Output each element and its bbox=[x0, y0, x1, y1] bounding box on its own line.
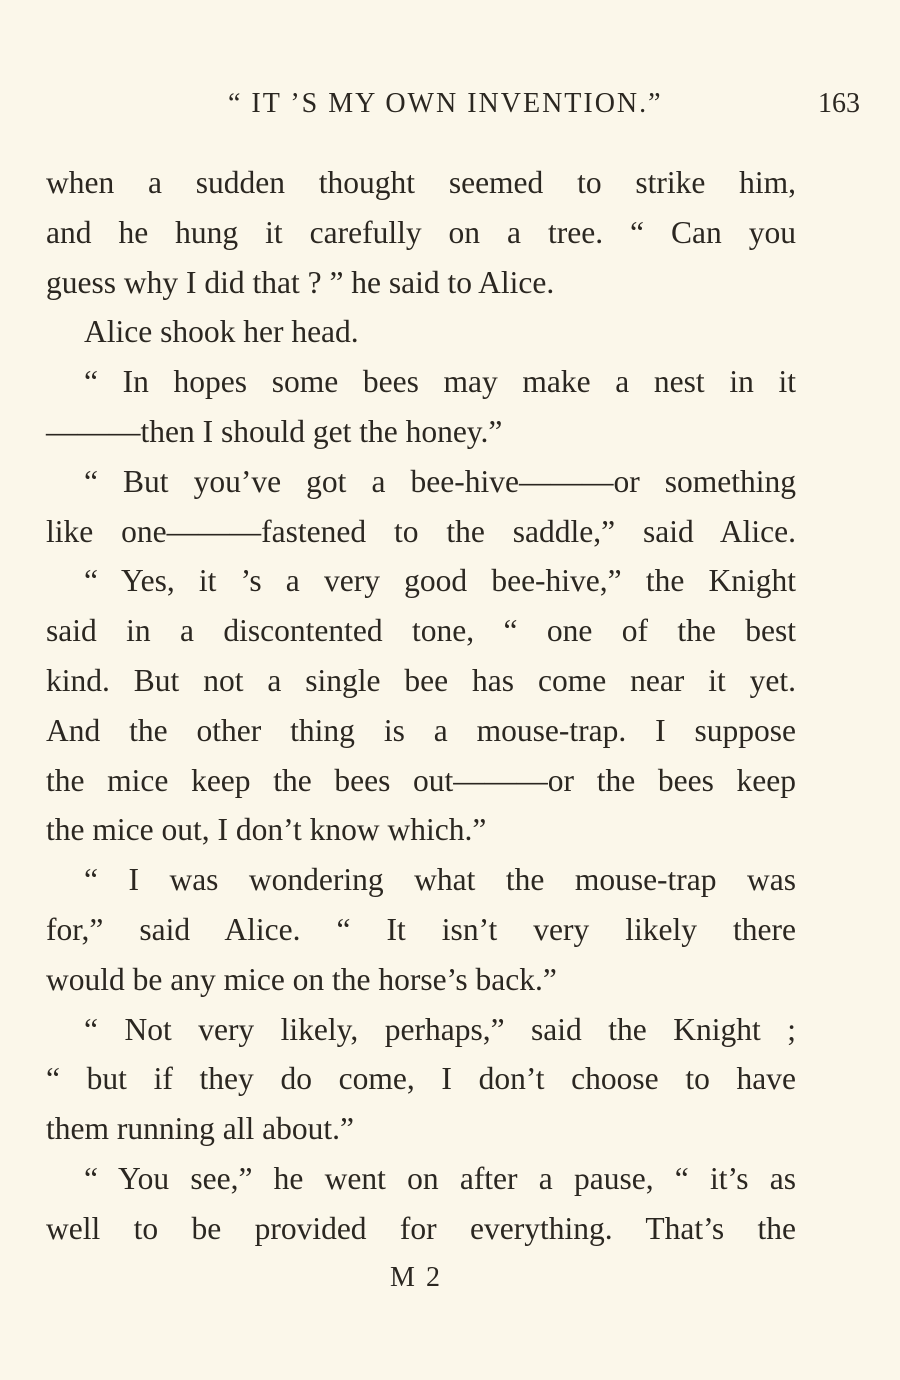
running-head bbox=[0, 88, 900, 128]
text-line: for,” said Alice. “ It isn’t very likely there bbox=[46, 911, 796, 947]
signature-mark bbox=[0, 1262, 900, 1294]
text-line: them running all about.” bbox=[46, 1111, 354, 1147]
running-title: “ IT ’S MY OWN INVENTION.” bbox=[228, 88, 663, 119]
signature-text: M 2 bbox=[390, 1262, 442, 1293]
text-line: ———then I should get the honey.” bbox=[46, 413, 503, 449]
text-line: like one———fastened to the saddle,” said Alice. bbox=[46, 513, 796, 549]
text-line: would be any mice on the horse’s back.” bbox=[46, 961, 557, 997]
text-line: well to be provided for everything. That’s the bbox=[46, 1210, 796, 1246]
text-line: And the other thing is a mouse-trap. I suppose bbox=[46, 712, 796, 748]
text-line: “ I was wondering what the mouse-trap was bbox=[84, 862, 796, 898]
text-line: kind. But not a single bee has come near it yet. bbox=[46, 662, 796, 698]
text-line: “ You see,” he went on after a pause, “ it’s as bbox=[84, 1160, 796, 1196]
text-line: the mice keep the bees out———or the bees keep bbox=[46, 762, 796, 798]
text-line: and he hung it carefully on a tree. “ Can you bbox=[46, 214, 796, 250]
text-line: the mice out, I don’t know which.” bbox=[46, 812, 487, 848]
body-text bbox=[46, 158, 796, 1254]
text-line: “ Yes, it ’s a very good bee-hive,” the Knight bbox=[84, 563, 796, 599]
text-line: when a sudden thought seemed to strike him, bbox=[46, 165, 796, 200]
text-line: “ Not very likely, perhaps,” said the Knight ; bbox=[84, 1011, 796, 1047]
text-line: guess why I did that ? ” he said to Alice. bbox=[46, 264, 555, 300]
text-line: said in a discontented tone, “ one of the best bbox=[46, 613, 796, 649]
text-line: “ But you’ve got a bee-hive———or something bbox=[84, 463, 796, 499]
page-number: 163 bbox=[818, 88, 860, 119]
text-line: “ but if they do come, I don’t choose to have bbox=[46, 1061, 796, 1097]
text-line: Alice shook her head. bbox=[84, 314, 359, 350]
text-line: “ In hopes some bees may make a nest in it bbox=[84, 364, 796, 400]
